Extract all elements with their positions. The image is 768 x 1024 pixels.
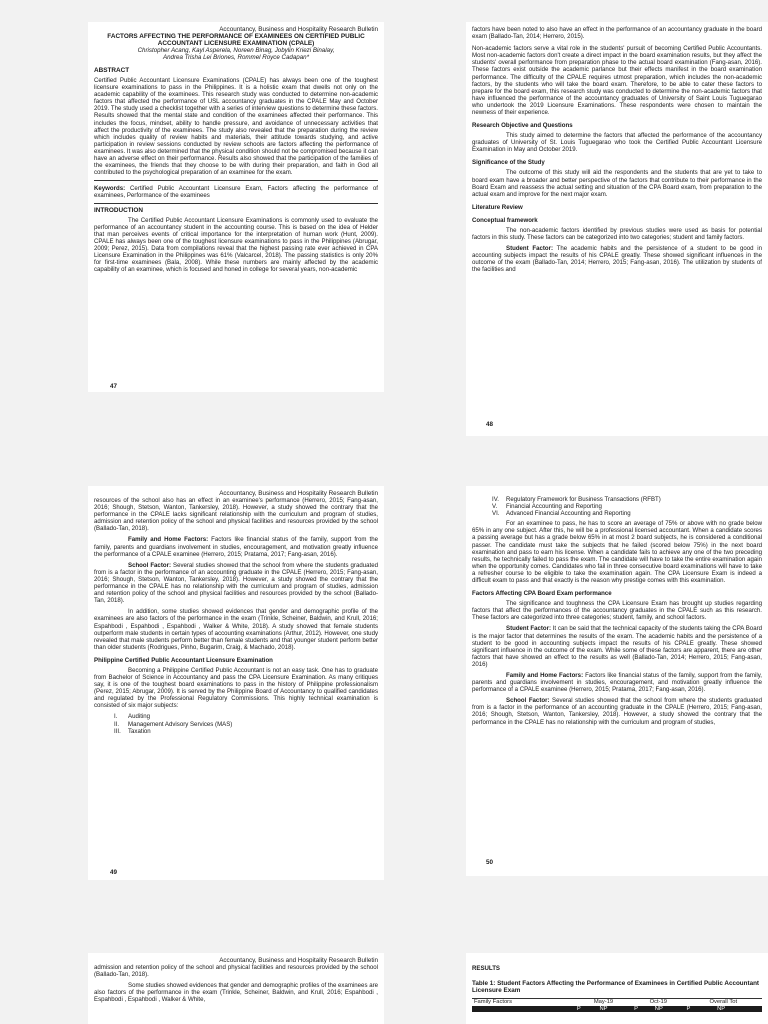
running-header: Accountancy, Business and Hospitality Research Bulletin bbox=[219, 490, 378, 497]
abstract-heading: ABSTRACT bbox=[94, 67, 130, 74]
introduction-text: The Certified Public Accountant Licensure Examinations is commonly used to evaluate the performance of an accountancy student in the accounting course. This is based on the idea of Helder that man perceives events of critical importance for the interpretation of human work (Hunt, 2009). CPALE has always been one of the toughest licensure examinations to pass in the Philippines (Abrugar, 2009; Perez, 2015). Data from compilations reveal that the highest passing rate ever achieved in CPA Licensure Examination in the Philippines was 61% (Valcarcel, 2018). The passing statistics is only 20% for first-time examinees (Bala, 2008). While these numbers are mainly affected by the academic capability of an examinee, which is focused and honed in college for several years, non-academic bbox=[94, 216, 378, 274]
table-subcolumn: P bbox=[632, 1006, 653, 1013]
table-subcolumn: NP bbox=[653, 1006, 685, 1013]
paragraph bbox=[472, 697, 762, 725]
list-text: Regulatory Framework for Business Transactions (RFBT) bbox=[506, 496, 661, 503]
divider bbox=[94, 203, 378, 204]
paragraph: For an examinee to pass, he has to score an average of 75% or above with no grade below 65% in any one subject. After this, he will be a professional licensed accountant. When a candidate scores a passing average but has a grade below 65% in at most 2 board subjects, he is considered a conditional passer. The candidate must take the subjects that he failed (scored below 75%) in the next board examination and pass to earn his license. When a candidate fails to achieve any one of the two preceding results, he technically failed to pass the exam. The candidate will have to take the entire examination again when the opportunity comes. Candidates who fail in three consecutive board examinations will have to take a refresher course to be eligible to take the examination again. The CPA Licensure Exam is indeed a difficult exam to pass and that exactly is the reason why prestige comes with this examination. bbox=[472, 520, 762, 585]
list-text: Advanced Financial Accounting and Reporting bbox=[506, 510, 631, 518]
table-column-group: May-19 bbox=[575, 999, 632, 1006]
introduction-heading: INTRODUCTION bbox=[94, 206, 143, 214]
subject-list bbox=[94, 713, 378, 734]
list-item bbox=[492, 496, 762, 503]
lead-label: Student Factor: bbox=[506, 244, 554, 252]
lead-label: Family and Home Factors: bbox=[506, 671, 584, 679]
table-column-group: Oct-19 bbox=[632, 999, 684, 1006]
results-heading: RESULTS bbox=[472, 965, 500, 972]
section-heading: Conceptual framework bbox=[472, 216, 538, 224]
page-number: 47 bbox=[110, 382, 118, 390]
list-number: I. bbox=[114, 713, 118, 721]
paragraph bbox=[472, 672, 762, 693]
list-number: II. bbox=[114, 720, 120, 728]
table-subcolumn: P bbox=[575, 1006, 598, 1013]
section-heading: Factors Affecting CPA Board Exam performance bbox=[472, 590, 612, 598]
page-50 bbox=[466, 486, 768, 876]
section-heading: Significance of the Study bbox=[472, 159, 545, 167]
paragraph bbox=[94, 562, 378, 605]
table-header-row bbox=[472, 999, 762, 1006]
table-subcolumn: NP bbox=[715, 1006, 762, 1013]
paper-title: FACTORS AFFECTING THE PERFORMANCE OF EXAMINEES ON CERTIFIED PUBLIC ACCOUNTANT LICENSURE EXAMINATION (CPALE) bbox=[107, 33, 365, 47]
page-number: 49 bbox=[110, 868, 118, 876]
list-item bbox=[492, 503, 762, 510]
list-item bbox=[114, 728, 378, 735]
divider bbox=[94, 180, 378, 181]
table-subcolumn: P bbox=[685, 1006, 716, 1013]
paragraph: resources of the school also has an effect in an examinee's performance (Herrero, 2015; Fang-asan, 2016; Shough, Stetson, Wanton, Tankersley, 2018). However, a study showed the contrary that the performance in the CPALE lacks significant relationship with the curriculum and program of studies, admission and retention policy of the school and physical facilities and resources provided by the school (Ballado-Tan, 2018). bbox=[94, 497, 378, 533]
lead-label: School Factor: bbox=[128, 561, 171, 569]
page-51 bbox=[88, 953, 384, 1024]
list-number: IV. bbox=[492, 496, 499, 503]
lead-text: Factors like financial status of the family, support from the family, parents and guardians involvement in studies, encouragement, and motivation greatly influence the performance of a CPALE examinee (Herrero, 2015; Pratama, 2017; Fang-asan, 2016). bbox=[472, 671, 762, 694]
paragraph: admission and retention policy of the school and physical facilities and resources provided by the school (Ballado-Tan, 2018). bbox=[94, 964, 378, 979]
running-header: Accountancy, Business and Hospitality Research Bulletin bbox=[219, 26, 378, 33]
list-text: Financial Accounting and Reporting bbox=[506, 503, 602, 511]
paragraph: The outcome of this study will aid the respondents and the students that are yet to take to board exam have a broader and better perspective of the factors that contribute to their performance in the Board Exam and reassess the actual setting and situation of the CPA Board exam, from preparation to the actual exam and improve for the next major exam. bbox=[472, 169, 762, 198]
page-49 bbox=[88, 486, 384, 880]
keywords-label: Keywords: bbox=[94, 185, 126, 193]
paragraph: The non-academic factors identified by previous studies were used as basis for potential factors in this study. These factors can be categorized into two categories; student and family factors. bbox=[472, 226, 762, 241]
paragraph bbox=[472, 625, 762, 668]
lead-text: Several studies showed that the school from where the students graduated from is a factor in the performance of an accounting graduate in the CPALE (Herrero, 2015; Fang-asan, 2016; Shough, Stetson, Wanton, Tankersley, 2018). However, a study showed the contrary that the performance in the CPALE has no relationship with the curriculum and program of studies, admission and retention policy of the school and physical facilities and resources provided by the school (Ballado-Tan, 2018). bbox=[94, 561, 378, 605]
paragraph: Non-academic factors serve a vital role in the students' pursuit of becoming Certified Public Accountants. Most non-academic factors don't create a direct impact in the board examination results, but they affect the students' overall performance from preparation phase to the actual board examination (Fang-asan, 2016). These factors exist outside the academic parlance but their effects manifest in the board examination performance. The difficulty of the CPALE requires utmost preparation, which includes the non-academic factors, by the students who will take the board exam. Therefore, to be able to cater these factors to prepare for the board exam, this research study was conducted to determine the non-academic factors that have influenced the performance of the accountancy graduates of University of Saint Louis Tuguegarao who undertook the 2019 Licensure Examinations. These respondents were chosen to maintain the newness of their experience. bbox=[472, 45, 762, 117]
paragraph bbox=[472, 245, 762, 273]
paragraph: The significance and toughness the CPA Licensure Exam has brought up studies regarding factors that affect the performances of the accountancy graduates in the CPALE such as this research. These factors are categorized into three categories; student, family, and school factors. bbox=[472, 600, 762, 622]
lead-text: The academic habits and the persistence of a student to be good in accounting subjects impact the results of his CPALE greatly. These showed significant influences in the outcome of the exam (Ballado-Tan, 2014; Herrero, 2015; Fang-asan, 2016). The utilization by students of the facilities and bbox=[472, 244, 762, 274]
page-48 bbox=[466, 22, 768, 436]
page-number: 48 bbox=[486, 420, 494, 428]
paragraph bbox=[94, 536, 378, 557]
lead-label: School Factor: bbox=[506, 697, 550, 705]
page-number: 50 bbox=[486, 858, 494, 866]
paragraph: Some studies showed evidences that gender and demographic profiles of the examinees are also factors of the performance in the exam (Trinkle, Scheiner, Baldwin, and Krull, 2016; Espahbodi , Espahbodi , Espahbodi , Walker & White, bbox=[94, 982, 378, 1004]
table-column-label: Family Factors bbox=[472, 999, 575, 1006]
list-number: III. bbox=[114, 727, 121, 735]
paragraph: factors have been noted to also have an effect in the performance of an accountancy graduate in the board exam (Ballado-Tan, 2014; Herrero, 2015). bbox=[472, 26, 762, 41]
list-text: Taxation bbox=[128, 727, 151, 735]
lead-text: Several studies showed that the school from where the students graduated from is a factor in the performance of an accounting graduate in the CPALE (Herrero, 2015; Fang-asan, 2016; Shough, Stetson, Wanton, Tankersley, 2018). However, a study showed the contrary that the performance in the CPALE has no relationship with the curriculum and program of studies, bbox=[472, 697, 762, 726]
section-heading: Literature Review bbox=[472, 203, 523, 211]
lead-text: It can be said that the technical capacity of the students taking the CPA Board is the major factor that determines the results of the exam. The academic habits and the persistence of a student to be good in accounting subjects impact the results of his CPALE greatly. These showed significant influence in the outcome of the exam. While some of these factors are apparent, there are other factors that have showed an effect to the results as well (Ballado-Tan, 2014; Herrero, 2015; Fang-asan, 2016) bbox=[472, 625, 762, 668]
page-52 bbox=[466, 953, 768, 1024]
keywords-text: Certified Public Accountant Licensure Exam, Factors affecting the performance of examinees, Performance of the examinees bbox=[94, 185, 378, 200]
list-item bbox=[492, 510, 762, 517]
paragraph: Becoming a Philippine Certified Public Accountant is not an easy task. One has to graduate from Bachelor of Science in Accountancy and pass the CPA Licensure Examination. As many critiques say, it is one of the toughest board examinations to pass in the history of Philippine professionalism (Perez, 2015; Abrugar, 2009). It is served by the Philippine Board of Accountancy to qualified candidates and regulated by the Professional Regulatory Commissions. This highly technical examination is consisted of six major subjects: bbox=[94, 666, 378, 710]
subject-list bbox=[472, 496, 762, 517]
section-heading: Research Objective and Questions bbox=[472, 122, 573, 130]
list-item bbox=[114, 713, 378, 720]
paragraph: This study aimed to determine the factors that affected the performance of the accountancy graduates of University of St. Louis Tuguegarao who took the Certified Public Accountant Licensure Examination in May and October 2019. bbox=[472, 132, 762, 154]
authors-line-2: Andrea Trisha Lei Briones, Rommel Royce Cadapan* bbox=[162, 54, 310, 61]
list-number: V. bbox=[492, 503, 498, 511]
page-47 bbox=[88, 22, 384, 392]
list-text: Auditing bbox=[128, 713, 151, 721]
table-column-group: Overall Tot bbox=[685, 999, 762, 1006]
table-title: Table 1: Student Factors Affecting the Performance of Examinees in Certified Public Accountant Licensure Exam bbox=[472, 980, 760, 994]
lead-text: Factors like financial status of the family, support from the family, parents and guardians involvement in studies, encouragement, and motivation greatly influence the performance of a CPALE examinee (Herrero, 2015; Pratama, 2017; Fang-asan, 2016). bbox=[94, 536, 378, 558]
lead-label: Family and Home Factors: bbox=[128, 536, 209, 544]
lead-label: Student Factor: bbox=[506, 625, 552, 633]
authors-line-1: Christopher Acang, Kayl Asperela, Noreen Binag, Jobylin Kriezi Binalay, bbox=[137, 47, 335, 54]
table-subheader-row bbox=[472, 1006, 762, 1013]
table-subcolumn: NP bbox=[598, 1006, 633, 1013]
abstract-text: Certified Public Accountant Licensure Examinations (CPALE) has always been one of the toughest licensure examinations to pass in the Philippines. It is a holistic exam that dwells not only on the academic capability of the examinees. This research study was conducted to determine non-academic factors that affected the performance of USL accountancy graduates in the CPALE May and October 2019. The study used a checklist together with a series of interview questions to determine these factors. Results showed that the mental state and condition of the examinees affected their performance. This includes the focus, mindset, ability to handle pressure, and avoidance of unnecessary activities that affect the productivity of the examinees. The study also revealed that the preparation during the review which includes quality of review habits and materials, their attitude towards studying, and active participation in review sessions conducted by review schools are factors affecting the performance of examinees. It was also determined that the physical condition should not be compromised because it can have an adverse effect on their performance. Results also showed that the participation of the families of the examinees, the friends that they choose to be with during their preparation, and faith in God all contributed to the psychological preparation of an examinee for the exam. bbox=[94, 77, 378, 177]
list-item bbox=[114, 721, 378, 728]
paragraph: In addition, some studies showed evidences that gender and demographic profile of the examinees are also factors of the performance in the exam (Trinkle, Scheiner, Baldwin, and Krull, 2016; Espahbodi , Espahbodi , Espahbodi , Walker & White, 2018). A study showed that female students outperform male students in certain types of accounting examinations (Arthur, 2012). However, one study revealed that male students perform better than female students and that younger student perform better than older students (Rodrigues, Pinho, Bugarim, Craig, & Machado, 2018). bbox=[94, 608, 378, 651]
table-cell bbox=[472, 1006, 575, 1013]
keywords bbox=[94, 185, 378, 199]
section-heading: Philippine Certified Public Accountant Licensure Examination bbox=[94, 656, 273, 664]
list-text: Management Advisory Services (MAS) bbox=[128, 720, 233, 728]
list-number: VI. bbox=[492, 510, 500, 518]
results-table bbox=[472, 998, 762, 1012]
running-header: Accountancy, Business and Hospitality Research Bulletin bbox=[219, 957, 378, 964]
